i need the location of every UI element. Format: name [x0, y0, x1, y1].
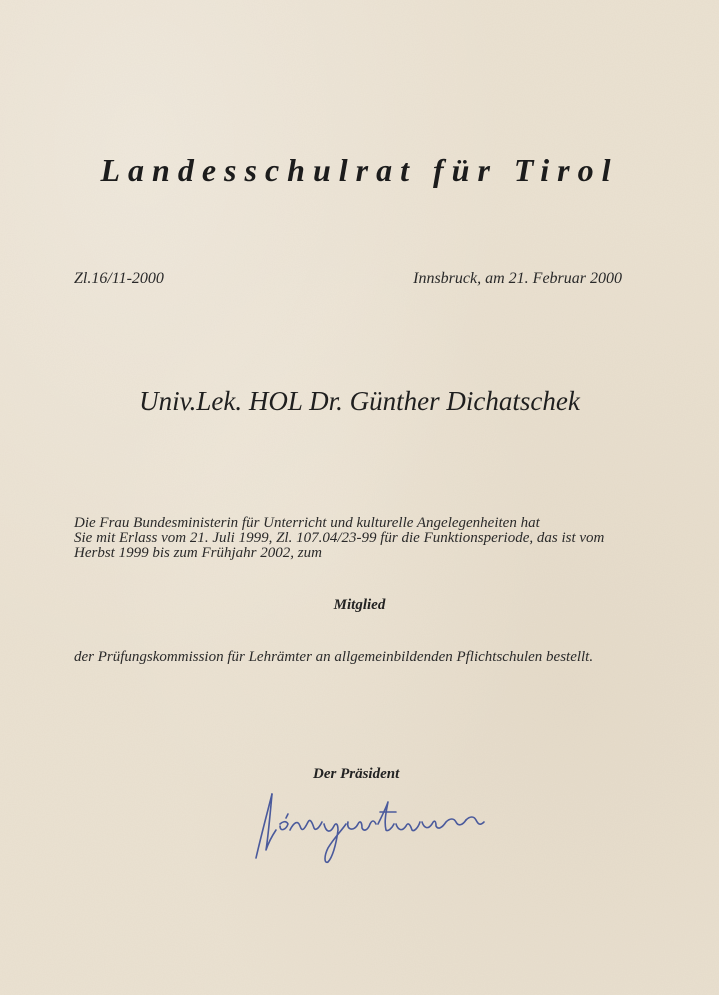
- place-and-date: Innsbruck, am 21. Februar 2000: [413, 270, 622, 287]
- paragraph-line: Herbst 1999 bis zum Frühjahr 2002, zum: [74, 545, 322, 561]
- document-heading: Landesschulrat für Tirol: [100, 152, 619, 188]
- recipient-name: Univ.Lek. HOL Dr. Günther Dichatschek: [139, 386, 580, 416]
- commission-line: der Prüfungskommission für Lehrämter an allgemeinbildenden Pflichtschulen bestellt.: [74, 649, 594, 665]
- paragraph-line: Die Frau Bundesministerin für Unterricht und kulturelle Angelegenheiten hat: [74, 515, 540, 531]
- handwritten-signature: [250, 786, 525, 866]
- paragraph-line: Sie mit Erlass vom 21. Juli 1999, Zl. 107.04/23-99 für die Funktionsperiode, das ist vom: [74, 530, 605, 546]
- signatory-title: Der Präsident: [313, 766, 400, 782]
- reference-number: Zl.16/11-2000: [74, 270, 164, 287]
- appointed-role: Mitglied: [333, 597, 386, 613]
- appointment-paragraph: [74, 516, 644, 561]
